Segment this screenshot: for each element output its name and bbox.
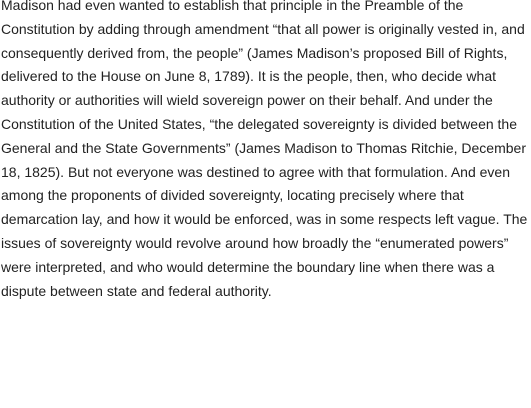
body-paragraph: Madison had even wanted to establish that principle in the Preamble of the Constitution by adding through amendment “that all power is originally vested in, and consequently derived from, the people” (James Madison’s proposed Bill of Rights, delivered to the House on June 8, 1789). It is the people, then, who decide what authority or authorities will wield sovereign power on their behalf. And under the Constitution of the United States, “the delegated sovereignty is divided between the General and the State Governments” (James Madison to Thomas Ritchie, December 18, 1825). But not everyone was destined to agree with that formulation. And even among the proponents of divided sovereignty, locating precisely where that demarcation lay, and how it would be enforced, was in some respects left vague. The issues of sovereignty would revolve around how broadly the “enumerated powers” were interpreted, and who would determine the boundary line when there was a dispute between state and federal authority. xyxy=(1,0,528,299)
